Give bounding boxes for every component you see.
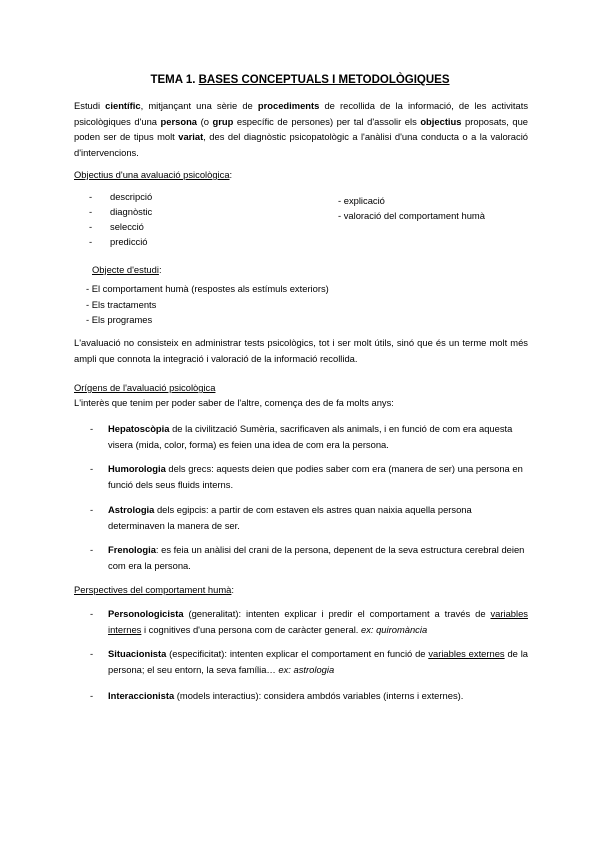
intro-paragraph [74, 98, 528, 160]
page-title [0, 74, 600, 86]
origens-bold-hepatoscopia: Hepatoscòpia [108, 423, 170, 434]
list-dash: - [90, 463, 94, 474]
perspectives-heading-text: Perspectives del comportament humà [74, 584, 232, 595]
origens-text-humorologia: dels grecs: aquests deien que podies saber com era (manera de ser) una persona en funció dels seus fluids interns. [108, 463, 523, 490]
intro-bold-procediments: procediments [257, 100, 320, 111]
intro-text-2: , mitjançant una sèrie de [140, 100, 258, 111]
objectius-item-valoracio: - valoració del comportament humà [338, 210, 485, 221]
perspective-text-2b: de la persona; el seu entorn, la seva família… [108, 648, 528, 675]
origens-bold-astrologia: Astrologia [108, 504, 155, 515]
perspectives-colon: : [231, 584, 234, 595]
objecte-item-comportament: - El comportament humà (respostes als estímuls exteriors) [86, 283, 329, 294]
origens-item-humorologia [90, 461, 528, 492]
origens-bold-humorologia: Humorologia [108, 463, 166, 474]
origens-bold-frenologia: Frenologia [108, 544, 156, 555]
origens-item-hepatoscopia [90, 421, 528, 452]
example-astrologia: ex: astrologia [278, 663, 335, 675]
list-item [89, 204, 152, 219]
origens-text-frenologia: : es feia un anàlisi del crani de la persona, depenent de la seva estructura cerebral deien com era la persona. [108, 544, 525, 571]
variables-externes-underlined: variables externes [428, 648, 505, 659]
objectius-item-seleccio: selecció [110, 221, 144, 232]
list-dash: - [90, 648, 94, 659]
list-item [89, 189, 152, 204]
origens-heading: Orígens de l'avaluació psicològica [74, 382, 216, 393]
title-underlined: BASES CONCEPTUALS I METODOLÒGIQUES [198, 74, 450, 86]
objecte-heading [92, 264, 162, 275]
objectius-item-descripcio: descripció [110, 191, 153, 202]
intro-text-3: de recollida de la informació, de les activitats psicològiques d'una [74, 100, 529, 127]
list-dash: - [90, 504, 94, 515]
intro-bold-objectius: objectius [420, 115, 462, 127]
list-dash: - [90, 690, 94, 701]
objecte-item-programes: - Els programes [86, 314, 153, 325]
objecte-colon: : [158, 264, 162, 275]
intro-bold-cientific: científic [105, 100, 141, 111]
list-dash: - [90, 544, 94, 555]
list-item [89, 234, 152, 249]
objectius-left-list [89, 189, 152, 249]
origens-item-astrologia [90, 502, 528, 533]
intro-bold-variat: variat [178, 131, 204, 142]
origens-item-frenologia [90, 542, 528, 573]
perspective-bold-interaccionista: Interaccionista [108, 690, 175, 701]
perspective-bold-situacionista: Situacionista [108, 648, 167, 659]
perspective-text-1a: (generalitat): intenten explicar i predir el comportament a través de [183, 608, 491, 619]
objectius-item-explicacio: - explicació [338, 195, 385, 206]
example-quiromancia: ex: quiromància [360, 623, 428, 635]
perspectives-heading [74, 584, 234, 595]
origens-intro: L'interès que tenim per poder saber de l'altre, comença des de fa molts anys: [74, 397, 394, 408]
origens-text-astrologia: dels egipcis: a partir de com estaven els astres quan naixia aquella persona determinaven la manera de ser. [108, 504, 472, 531]
avaluacio-paragraph: L'avaluació no consisteix en administrar tests psicològics, tot i ser molt útils, sinó que és un terme molt més ampli que connota la integració i valoració de la informació recollida. [74, 337, 528, 364]
perspective-text-1b: i cognitives d'una persona com de caràcter general. [141, 623, 361, 635]
list-dash: - [90, 423, 94, 434]
origens-text-hepatoscopia: de la civilització Sumèria, sacrificaven als animals, i en funció de com era aquesta visera (mida, color, forma) es feien una idea de com era la persona. [108, 423, 513, 450]
objectius-heading [74, 169, 232, 180]
objectius-colon: : [229, 169, 233, 180]
list-dash: - [89, 221, 93, 232]
objectius-item-diagnostic: diagnòstic [110, 206, 153, 217]
objecte-heading-text: Objecte d'estudi [92, 264, 159, 275]
perspective-situacionista [90, 646, 528, 677]
perspective-text-3a: (models interactius): considera ambdós variables (interns i externes). [174, 690, 464, 701]
list-dash: - [89, 206, 93, 217]
title-prefix: TEMA 1. [150, 74, 196, 86]
intro-bold-persona: persona [160, 115, 198, 127]
variables-internes-underlined: variables internes [108, 608, 528, 635]
list-dash: - [90, 608, 94, 619]
objecte-item-tractaments: - Els tractaments [86, 298, 157, 310]
perspective-text-2a: (especificitat): intenten explicar el comportament en funció de [166, 648, 429, 659]
objecte-list [86, 281, 329, 328]
perspective-personologicista [90, 606, 528, 637]
intro-text-4: (o [197, 115, 213, 127]
list-dash: - [89, 191, 93, 202]
intro-text-5: específic de persones) per tal d'assolir els [233, 115, 421, 127]
list-item [89, 219, 152, 234]
intro-text-7: , des del diagnòstic psicopatològic a l'anàlisi d'una conducta o a la valoració d'intervencions. [74, 131, 528, 158]
intro-bold-grup: grup [212, 115, 234, 127]
objectius-right-list [338, 193, 485, 223]
intro-text-6: proposats, que poden ser de tipus molt [74, 115, 528, 142]
intro-text-1: Estudi [74, 100, 106, 111]
perspective-interaccionista [90, 688, 528, 704]
list-dash: - [89, 236, 93, 247]
perspective-bold-personologicista: Personologicista [108, 608, 184, 619]
objectius-item-prediccio: predicció [110, 236, 148, 247]
objectius-heading-text: Objectius d'una avaluació psicològica [74, 169, 230, 180]
